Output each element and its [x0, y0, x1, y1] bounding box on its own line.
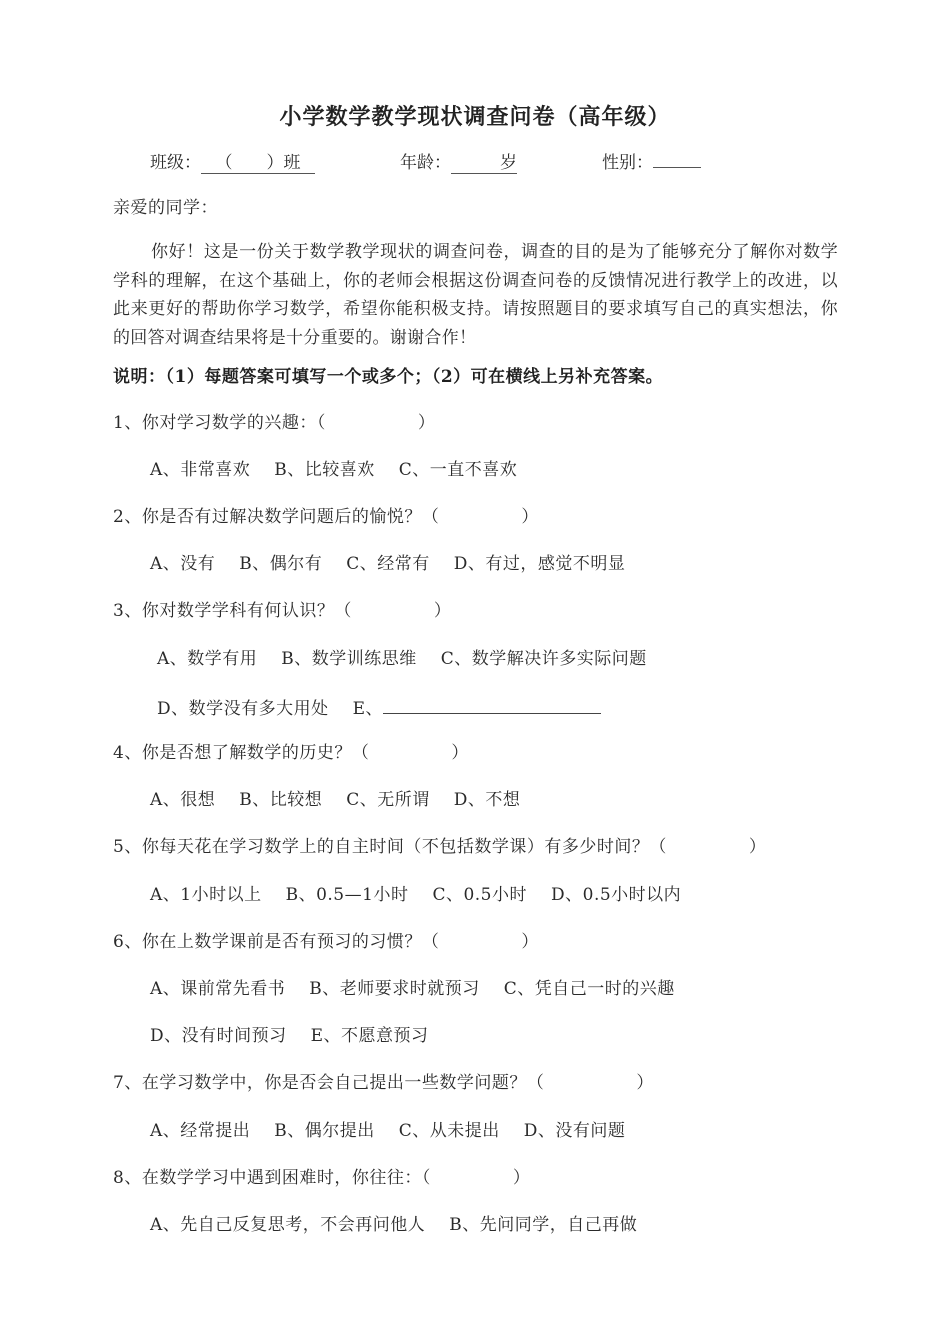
- option[interactable]: A、没有: [150, 554, 216, 574]
- question-text: 4、你是否想了解数学的历史？（: [113, 743, 370, 763]
- greeting: 亲爱的同学：: [113, 198, 218, 218]
- option[interactable]: A、数学有用: [157, 649, 258, 669]
- class-label: 班级：: [150, 153, 201, 173]
- instructions-note: 说明：（1）每题答案可填写一个或多个；（2）可在横线上另补充答案。: [113, 367, 664, 387]
- option[interactable]: B、比较喜欢: [274, 460, 375, 480]
- gender-blank[interactable]: [653, 167, 701, 168]
- option[interactable]: A、非常喜欢: [150, 460, 251, 480]
- option[interactable]: C、无所谓: [346, 790, 430, 810]
- option[interactable]: A、课前常先看书: [150, 979, 286, 999]
- option[interactable]: B、偶尔提出: [274, 1121, 375, 1141]
- question-text: 1、你对学习数学的兴趣：（: [113, 413, 326, 433]
- option[interactable]: B、数学训练思维: [281, 649, 417, 669]
- option[interactable]: E、: [352, 699, 384, 719]
- question-8: 8、在数学学习中遇到困难时，你往往：（ ）: [113, 1168, 531, 1188]
- age-field: [400, 148, 517, 174]
- option[interactable]: C、一直不喜欢: [398, 460, 518, 480]
- option[interactable]: D、没有问题: [523, 1121, 626, 1141]
- age-blank[interactable]: 岁: [451, 153, 517, 174]
- question-7-options: [150, 1120, 649, 1142]
- question-text: 6、你在上数学课前是否有预习的习惯？（: [113, 932, 440, 952]
- question-3-options-row-1: [157, 648, 671, 670]
- question-5: 5、你每天花在学习数学上的自主时间（不包括数学课）有多少时间？（ ）: [113, 837, 767, 857]
- question-6: 6、你在上数学课前是否有预习的习惯？（ ）: [113, 932, 539, 952]
- question-text: 7、在学习数学中，你是否会自己提出一些数学问题？（: [113, 1073, 545, 1093]
- question-2: 2、你是否有过解决数学问题后的愉悦？（ ）: [113, 507, 539, 527]
- question-6-options-row-1: [150, 978, 699, 1000]
- option[interactable]: D、有过，感觉不明显: [453, 554, 626, 574]
- other-answer-line[interactable]: [383, 695, 601, 714]
- class-blank[interactable]: （ ）班: [201, 153, 315, 174]
- option[interactable]: C、经常有: [346, 554, 430, 574]
- question-text: 5、你每天花在学习数学上的自主时间（不包括数学课）有多少时间？（: [113, 837, 667, 857]
- question-5-options: [150, 884, 705, 906]
- intro-paragraph: 你好！这是一份关于数学教学现状的调查问卷，调查的目的是为了能够充分了解你对数学学科的理解，在这个基础上，你的老师会根据这份调查问卷的反馈情况进行教学上的改进，以此来更好的帮助你学习数学，希望你能积极支持。请按照题目的要求填写自己的真实想法，你的回答对调查结果将是十分重要的。谢谢合作！: [113, 242, 838, 348]
- question-1: 1、你对学习数学的兴趣：（ ）: [113, 413, 436, 433]
- question-3: 3、你对数学学科有何认识？（ ）: [113, 601, 452, 621]
- question-text: 2、你是否有过解决数学问题后的愉悦？（: [113, 507, 440, 527]
- question-text: 3、你对数学学科有何认识？（: [113, 601, 352, 621]
- question-1-options: [150, 459, 541, 481]
- page-title: 小学数学教学现状调查问卷（高年级）: [279, 104, 671, 130]
- option[interactable]: B、比较想: [239, 790, 323, 810]
- class-field: [150, 148, 315, 174]
- question-text: 8、在数学学习中遇到困难时，你往往：（: [113, 1168, 431, 1188]
- gender-label: 性别：: [602, 153, 653, 173]
- option[interactable]: A、经常提出: [150, 1121, 251, 1141]
- option[interactable]: B、先问同学，自己再做: [449, 1215, 638, 1235]
- option[interactable]: C、数学解决许多实际问题: [440, 649, 647, 669]
- option[interactable]: D、没有时间预习: [150, 1026, 287, 1046]
- question-2-options: [150, 553, 649, 575]
- option[interactable]: C、从未提出: [398, 1121, 500, 1141]
- option[interactable]: A、很想: [150, 790, 216, 810]
- option[interactable]: D、数学没有多大用处: [157, 699, 329, 719]
- option[interactable]: B、0.5—1小时: [285, 885, 409, 905]
- option[interactable]: A、1小时以上: [150, 885, 262, 905]
- option[interactable]: E、不愿意预习: [310, 1026, 429, 1046]
- option[interactable]: A、先自己反复思考，不会再问他人: [150, 1215, 426, 1235]
- option[interactable]: B、老师要求时就预习: [309, 979, 480, 999]
- question-8-options: [150, 1214, 661, 1236]
- gender-field: [602, 148, 701, 173]
- question-7: 7、在学习数学中，你是否会自己提出一些数学问题？（ ）: [113, 1073, 654, 1093]
- option[interactable]: D、0.5小时以内: [551, 885, 682, 905]
- option[interactable]: C、凭自己一时的兴趣: [503, 979, 675, 999]
- option[interactable]: B、偶尔有: [239, 554, 323, 574]
- option[interactable]: D、不想: [453, 790, 521, 810]
- option[interactable]: C、0.5小时: [432, 885, 527, 905]
- question-4: 4、你是否想了解数学的历史？（ ）: [113, 743, 469, 763]
- age-label: 年龄：: [400, 153, 451, 173]
- question-3-options-row-2: [157, 695, 601, 720]
- question-6-options-row-2: [150, 1025, 453, 1047]
- question-4-options: [150, 789, 544, 811]
